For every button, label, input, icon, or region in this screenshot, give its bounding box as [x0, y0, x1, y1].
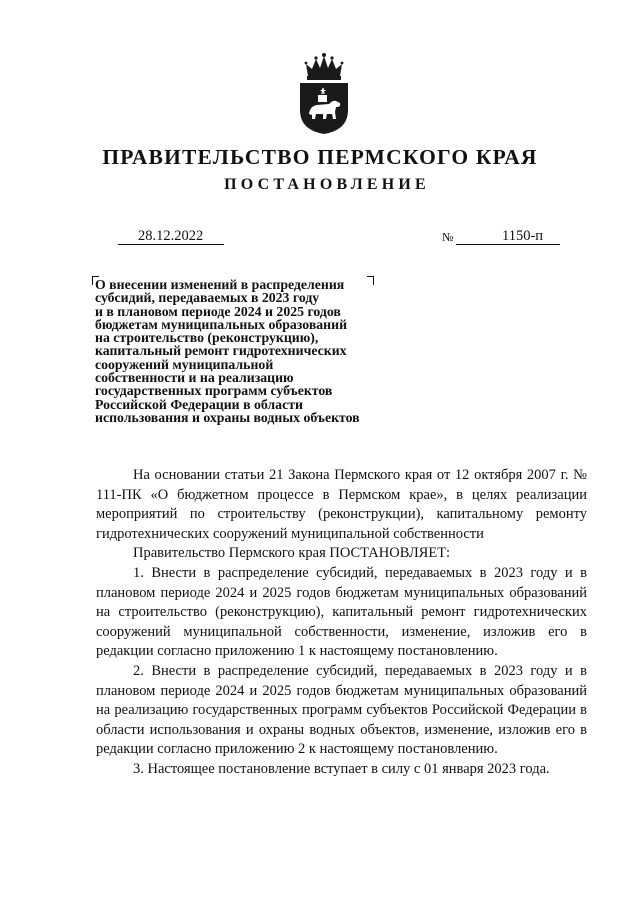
page-title: ПРАВИТЕЛЬСТВО ПЕРМСКОГО КРАЯ	[102, 145, 538, 169]
document-date: 28.12.2022	[118, 228, 224, 245]
subject-line: государственных программ субъектов	[95, 383, 333, 399]
perm-krai-coat-of-arms-icon	[294, 52, 354, 136]
subject-line: капитальный ремонт гидротехнических	[95, 343, 347, 359]
item-1-paragraph: 1. Внести в распределение субсидий, передаваемых в 2023 году и в плановом периоде 2024 и 2025 годов бюджетам муниципальных образований на строительство (реконструкцию), капитальный ремонт гидротехнических сооружений муниципальной собственности, изменение, изложив его в редакции согласно приложению 1 к настоящему постановлению.	[96, 564, 587, 660]
document-number-label: №	[442, 230, 454, 244]
subject-line: использования и охраны водных объектов	[95, 409, 360, 425]
item-3-paragraph: 3. Настоящее постановление вступает в силу с 01 января 2023 года.	[133, 760, 550, 777]
subject-line: бюджетам муниципальных образований	[95, 316, 348, 332]
subject-bracket-left	[92, 276, 99, 285]
resolves-paragraph: Правительство Пермского края ПОСТАНОВЛЯЕТ:	[133, 545, 451, 562]
subject-line: сооружений муниципальной	[95, 356, 274, 372]
subject-line: О внесении изменений в распределения	[95, 277, 345, 292]
preamble-paragraph: На основании статьи 21 Закона Пермского края от 12 октября 2007 г. № 111-ПК «О бюджетном процессе в Пермском крае», в целях реализации мероприятий по строительству (реконструкции), капитальному ремонту гидротехнических сооружений муниципальной собственности	[96, 467, 587, 542]
subject-line: Российской Федерации в области	[95, 396, 303, 412]
subject-line: и в плановом периоде 2024 и 2025 годов	[95, 303, 341, 319]
subject-line: собственности и на реализацию	[95, 370, 294, 386]
item-2-paragraph: 2. Внести в распределение субсидий, передаваемых в 2023 году и в плановом периоде 2024 и 2025 годов бюджетам муниципальных образований на реализацию государственных программ субъектов Российской Федерации в области использования и охраны водных объектов, изменение, изложив его в редакции согласно приложению 2 к настоящему постановлению.	[96, 662, 587, 758]
document-type: ПОСТАНОВЛЕНИЕ	[224, 176, 430, 193]
subject-bracket-right	[367, 276, 374, 285]
document-subject	[95, 278, 375, 424]
subject-line: субсидий, передаваемых в 2023 году	[95, 290, 320, 306]
document-body	[96, 466, 587, 780]
subject-line: на строительство (реконструкцию),	[95, 330, 319, 346]
document-number: 1150-п	[456, 228, 560, 245]
